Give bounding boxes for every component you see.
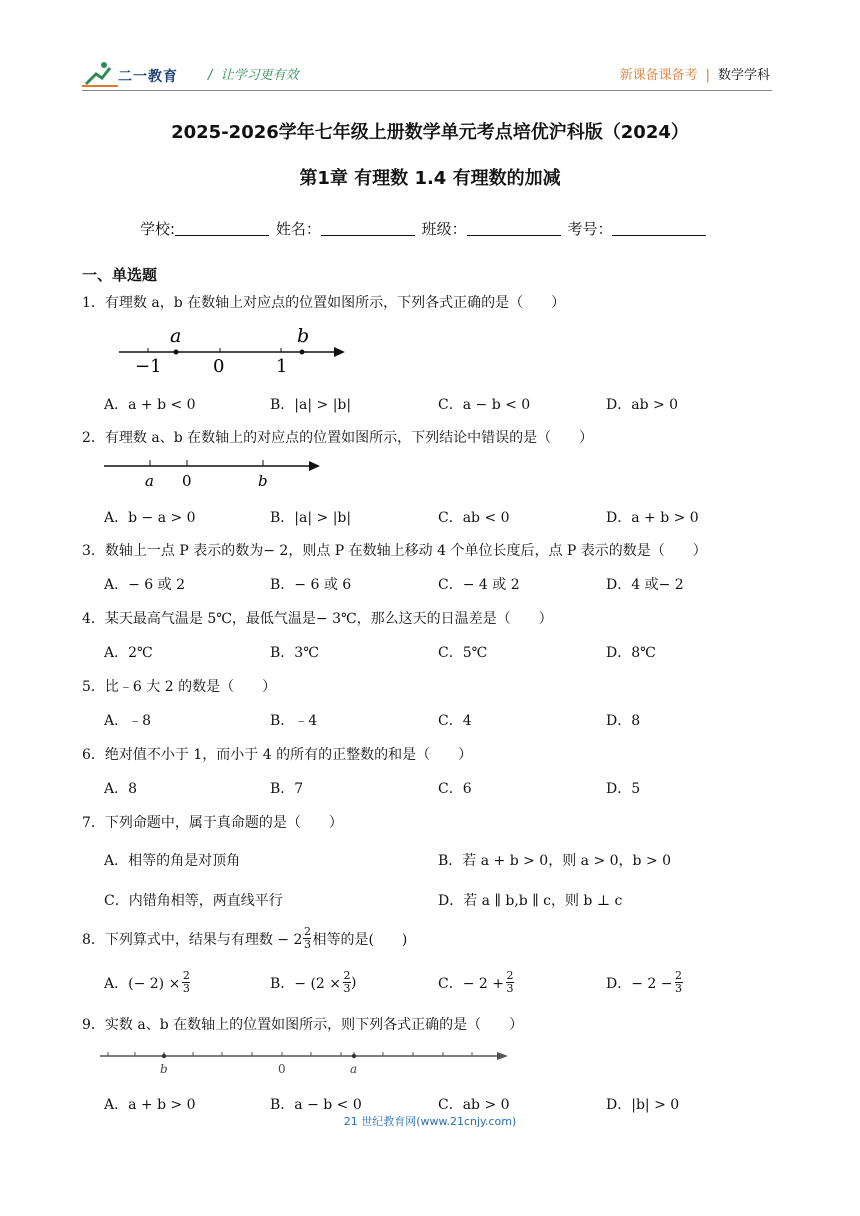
q8-option-d-fraction: [675, 970, 683, 995]
q7-option-a[interactable]: A．相等的角是对顶角: [104, 853, 241, 869]
header-separator: |: [705, 68, 710, 83]
q7-option-d[interactable]: D．若 a ∥ b,b ∥ c，则 b ⊥ c: [438, 893, 623, 909]
q8-option-c-text: C．− 2 +: [438, 975, 504, 992]
q9-label-b: b: [160, 1062, 168, 1076]
q8-option-d[interactable]: [606, 970, 683, 995]
q4-option-b[interactable]: B．3℃: [270, 645, 319, 661]
header-right: [620, 64, 770, 83]
question-7-stem: 7．下列命题中，属于真命题的是（ ）: [82, 815, 343, 831]
school-label: 学校:: [140, 220, 176, 238]
q9-label-a: a: [350, 1062, 358, 1076]
question-6-stem: 6．绝对值不小于 1，而小于 4 的所有的正整数的和是（ ）: [82, 747, 473, 763]
question-3-stem: 3．数轴上一点 P 表示的数为− 2，则点 P 在数轴上移动 4 个单位长度后，点 P 表示的数是（ ）: [82, 543, 707, 559]
q5-option-d[interactable]: D．8: [606, 713, 641, 729]
q8-option-b[interactable]: [270, 970, 357, 995]
q9-option-a[interactable]: A．a + b > 0: [104, 1097, 196, 1113]
q1-option-c[interactable]: C．a − b < 0: [438, 397, 531, 413]
q8-option-a-fraction: [182, 970, 190, 995]
slogan-text: 让学习更有效: [220, 68, 299, 83]
frac-num: 2: [506, 969, 514, 982]
header-rule: [82, 90, 772, 91]
q9-option-b[interactable]: B．a − b < 0: [270, 1097, 362, 1113]
q8-option-a[interactable]: [104, 970, 190, 995]
q2-tick-zero: 0: [182, 472, 192, 490]
question-5-stem: 5．比﹣6 大 2 的数是（ ）: [82, 679, 277, 695]
question-9-number-line: [98, 1044, 518, 1078]
q3-option-a[interactable]: A．− 6 或 2: [104, 577, 186, 593]
q8-option-b-close: ): [351, 974, 357, 991]
q1-tick-zero: 0: [213, 356, 225, 377]
q8-option-d-text: D．− 2 −: [606, 975, 673, 992]
question-2-number-line: [100, 452, 330, 492]
q2-option-a[interactable]: A．b − a > 0: [104, 510, 196, 526]
q1-label-a: a: [170, 325, 182, 347]
q1-option-d[interactable]: D．ab > 0: [606, 397, 679, 413]
slogan: / 让学习更有效: [208, 68, 299, 83]
student-info-fields: [140, 218, 708, 239]
q8-frac-den: 3: [303, 938, 311, 951]
q7-option-b[interactable]: B．若 a + b > 0，则 a > 0，b > 0: [438, 853, 672, 869]
question-1-number-line: [115, 322, 355, 382]
footer-link[interactable]: 21 世纪教育网(www.21cnjy.com): [343, 1115, 517, 1128]
q2-option-c[interactable]: C．ab < 0: [438, 510, 510, 526]
q8-option-c[interactable]: [438, 970, 514, 995]
q4-option-a[interactable]: A．2℃: [104, 645, 153, 661]
frac-den: 3: [675, 982, 682, 995]
q1-tick-minus-one: −1: [135, 356, 162, 377]
q1-label-b: b: [297, 325, 310, 347]
q3-option-b[interactable]: B．− 6 或 6: [270, 577, 352, 593]
q6-option-c[interactable]: C．6: [438, 781, 472, 797]
q5-option-b[interactable]: B．﹣4: [270, 713, 318, 729]
q8-frac-num: 2: [303, 925, 311, 938]
q8-option-b-text: B．− (2 ×: [270, 975, 342, 992]
q2-option-d[interactable]: D．a + b > 0: [606, 510, 699, 526]
q3-option-d[interactable]: D．4 或− 2: [606, 577, 684, 593]
chapter-title: 第1章 有理数 1.4 有理数的加减: [299, 168, 561, 189]
question-2-stem: 2．有理数 a、b 在数轴上的对应点的位置如图所示，下列结论中错误的是（ ）: [82, 430, 594, 446]
q8-option-b-fraction: [343, 970, 351, 995]
q4-option-c[interactable]: C．5℃: [438, 645, 488, 661]
q5-option-c[interactable]: C．4: [438, 713, 472, 729]
q3-option-c[interactable]: C．− 4 或 2: [438, 577, 520, 593]
name-blank[interactable]: [321, 221, 415, 236]
q2-label-b: b: [258, 472, 268, 490]
q4-option-d[interactable]: D．8℃: [606, 645, 656, 661]
class-label: 班级：: [421, 220, 467, 238]
section-heading: 一、单选题: [82, 266, 158, 284]
question-4-stem: 4．某天最高气温是 5℃，最低气温是− 3℃，那么这天的日温差是（ ）: [82, 611, 553, 627]
q8-option-a-text: A．(− 2) ×: [104, 975, 181, 992]
brand-label: 新课备课备考: [619, 68, 698, 83]
school-blank[interactable]: [175, 221, 269, 236]
exam-number-blank[interactable]: [612, 221, 706, 236]
question-9-stem: 9．实数 a、b 在数轴上的位置如图所示，则下列各式正确的是（ ）: [82, 1017, 524, 1033]
q6-option-d[interactable]: D．5: [606, 781, 641, 797]
document-title: 2025-2026学年七年级上册数学单元考点培优沪科版（2024）: [171, 122, 689, 143]
q9-option-c[interactable]: C．ab > 0: [438, 1097, 510, 1113]
q5-option-a[interactable]: A．﹣8: [104, 713, 152, 729]
frac-den: 3: [506, 982, 514, 995]
q9-tick-zero: 0: [278, 1062, 286, 1076]
q9-option-d[interactable]: D．|b| > 0: [606, 1097, 680, 1113]
q1-option-b[interactable]: B．|a| > |b|: [270, 397, 352, 413]
logo-text: 二一教育: [118, 69, 178, 85]
question-8-stem: [82, 926, 407, 951]
question-1-stem: 1．有理数 a，b 在数轴上对应点的位置如图所示，下列各式正确的是（ ）: [82, 295, 566, 311]
frac-den: 3: [343, 982, 351, 995]
q7-option-c[interactable]: C．内错角相等，两直线平行: [104, 893, 283, 909]
runner-logo-icon: [82, 60, 122, 88]
q8-stem-fraction: [303, 926, 311, 951]
class-blank[interactable]: [467, 221, 561, 236]
frac-num: 2: [675, 969, 682, 982]
q6-option-b[interactable]: B．7: [270, 781, 304, 797]
subject-label: 数学学科: [717, 68, 770, 83]
frac-den: 3: [182, 982, 190, 995]
q1-tick-one: 1: [276, 356, 288, 377]
q2-label-a: a: [145, 472, 154, 490]
q8-option-c-fraction: [506, 970, 514, 995]
exam-number-label: 考号：: [567, 220, 613, 238]
q6-option-a[interactable]: A．8: [104, 781, 138, 797]
name-label: 姓名：: [275, 220, 321, 238]
q1-option-a[interactable]: A．a + b < 0: [104, 397, 196, 413]
frac-num: 2: [343, 969, 351, 982]
q8-stem-suffix: 相等的是( ): [312, 931, 408, 948]
q2-option-b[interactable]: B．|a| > |b|: [270, 510, 352, 526]
frac-num: 2: [182, 969, 190, 982]
q8-stem-prefix: 8．下列算式中，结果与有理数 − 2: [82, 931, 303, 948]
